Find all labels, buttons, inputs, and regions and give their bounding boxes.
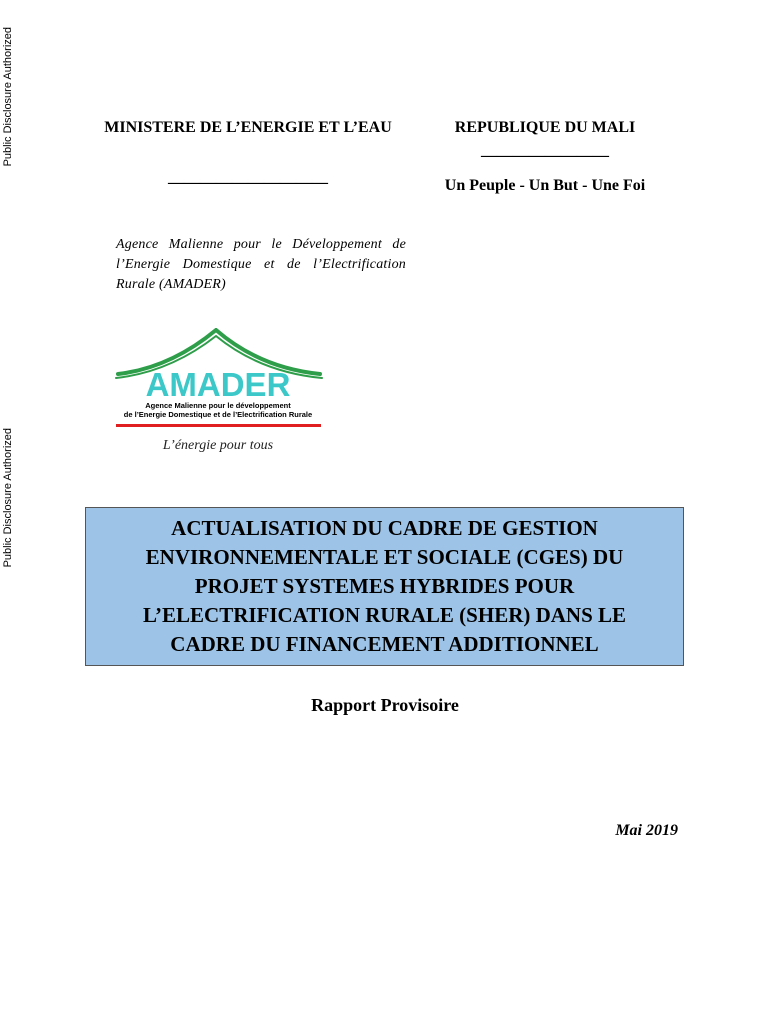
ministry-name: MINISTERE DE L’ENERGIE ET L’EAU <box>104 119 392 136</box>
amader-logo <box>110 328 326 456</box>
republic-name: REPUBLIQUE DU MALI <box>454 119 636 136</box>
logo-line-2: de l’Energie Domestique et de l’Electrification Rurale <box>123 410 313 419</box>
document-title: ACTUALISATION DU CADRE DE GESTION ENVIRONNEMENTALE ET SOCIALE (CGES) DU PROJET SYSTEMES HYBRIDES POUR L’ELECTRIFICATION RURALE (SHER) DANS LE CADRE DU FINANCEMENT ADDITIONNEL <box>142 516 627 656</box>
ministry-separator: —————————— <box>168 174 328 191</box>
national-motto: Un Peuple - Un But - Une Foi <box>444 177 646 194</box>
republic-separator: ———————— <box>481 147 609 164</box>
agency-name: Agence Malienne pour le Développement de l’Energie Domestique et de l’Electrification Rurale (AMADER) <box>116 237 406 292</box>
title-box <box>85 507 684 666</box>
logo-tagline: L’énergie pour tous <box>162 438 274 453</box>
disclosure-stamp-top: Public Disclosure Authorized <box>2 27 14 167</box>
logo-underline <box>116 424 321 427</box>
report-status: Rapport Provisoire <box>311 695 459 715</box>
document-date: Mai 2019 <box>615 822 678 839</box>
logo-line-1: Agence Malienne pour le développement <box>145 401 291 410</box>
disclosure-stamp-middle: Public Disclosure Authorized <box>2 428 14 568</box>
logo-wordmark: AMADER <box>145 366 291 403</box>
